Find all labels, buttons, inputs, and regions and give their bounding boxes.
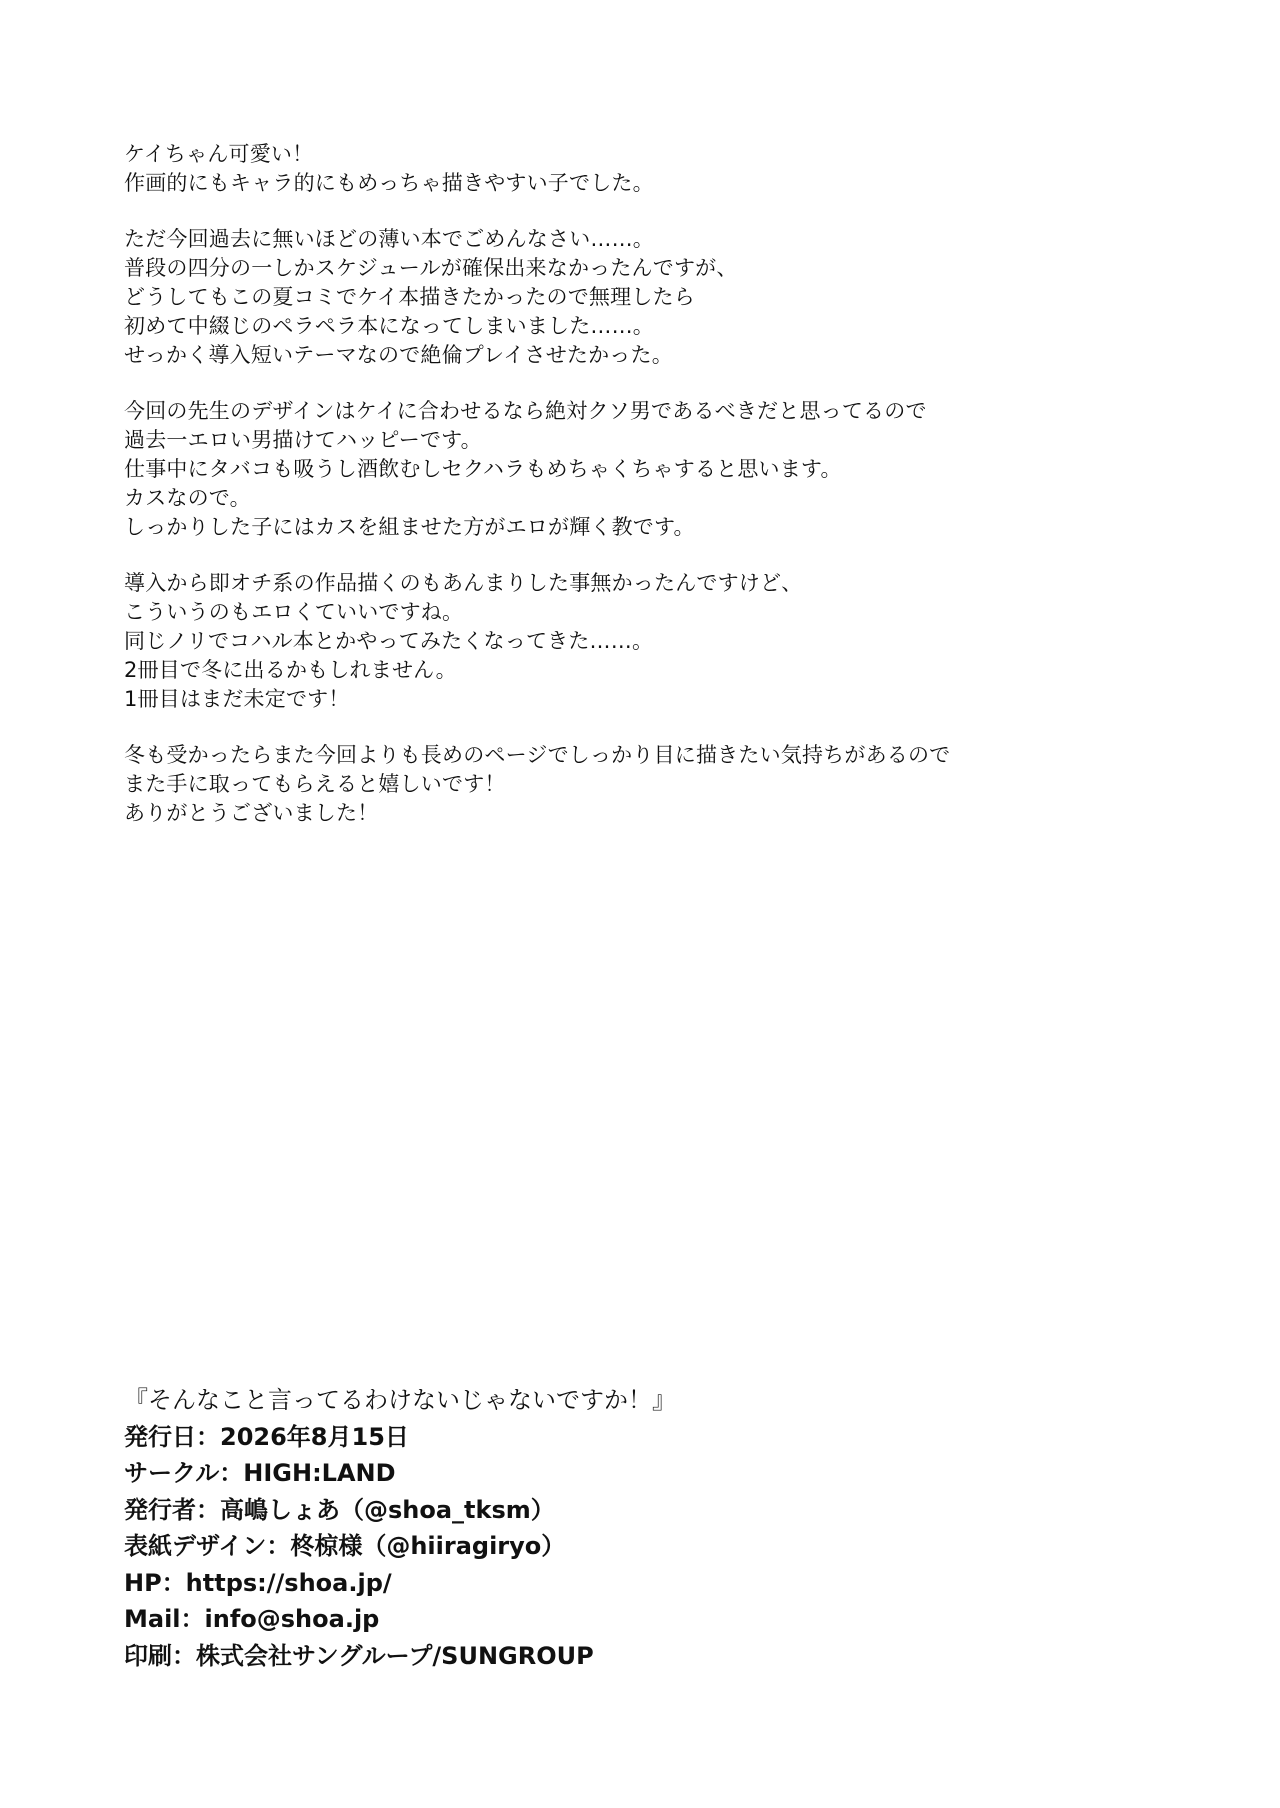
text-line: 導入から即オチ系の作品描くのもあんまりした事無かったんですけど、 <box>124 571 803 595</box>
text-line: 1冊目はまだ未定です！ <box>124 687 350 711</box>
text-line: 同じノリでコハル本とかやってみたくなってきた……。 <box>124 629 654 653</box>
text-line: ただ今回過去に無いほどの薄い本でごめんなさい……。 <box>124 227 654 251</box>
colophon <box>124 1382 1164 1674</box>
text-line: カスなので。 <box>124 486 251 510</box>
text-line: 普段の四分の一しかスケジュールが確保出来なかったんですが、 <box>124 256 738 280</box>
issue-date: 発行日：2026年8月15日 <box>124 1422 409 1451</box>
mail-address: Mail：info@shoa.jp <box>124 1605 380 1633</box>
text-line: 冬も受かったらまた今回よりも長めのページでしっかり目に描きたい気持ちがあるので <box>124 743 951 767</box>
text-line: 作画的にもキャラ的にもめっちゃ描きやすい子でした。 <box>124 171 654 195</box>
text-line: 仕事中にタバコも吸うし酒飲むしセクハラもめちゃくちゃすると思います。 <box>124 457 842 481</box>
text-line: ありがとうございました！ <box>124 801 379 825</box>
paragraph <box>124 225 1164 370</box>
text-line: ケイちゃん可愛い！ <box>124 142 314 166</box>
paragraph <box>124 140 1164 198</box>
text-line: 2冊目で冬に出るかもしれません。 <box>124 658 457 682</box>
text-line: 初めて中綴じのペラペラ本になってしまいました……。 <box>124 314 654 338</box>
cover-design-credit: 表紙デザイン：柊椋様（@hiiragiryo） <box>124 1532 566 1560</box>
publisher: 発行者：高嶋しょあ（@shoa_tksm） <box>124 1495 555 1524</box>
text-line: しっかりした子にはカスを組ませた方がエロが輝く教です。 <box>124 515 695 539</box>
book-title: 『そんなこと言ってるわけないじゃないですか！』 <box>124 1386 676 1414</box>
text-line: どうしてもこの夏コミでケイ本描きたかったので無理したら <box>124 285 695 309</box>
text-line: 過去一エロい男描けてハッピーです。 <box>124 428 482 452</box>
text-line: また手に取ってもらえると嬉しいです！ <box>124 772 506 796</box>
text-line: こういうのもエロくていいですね。 <box>124 600 464 624</box>
text-line: せっかく導入短いテーマなので絶倫プレイさせたかった。 <box>124 343 673 367</box>
circle-name: サークル：HIGH:LAND <box>124 1459 396 1487</box>
paragraph <box>124 741 1164 828</box>
afterword-text <box>124 140 1164 855</box>
paragraph <box>124 397 1164 542</box>
printer: 印刷：株式会社サングループ/SUNGROUP <box>124 1641 594 1670</box>
homepage-url: HP：https://shoa.jp/ <box>124 1568 392 1597</box>
text-line: 今回の先生のデザインはケイに合わせるなら絶対クソ男であるべきだと思ってるので <box>124 399 927 423</box>
paragraph <box>124 569 1164 714</box>
